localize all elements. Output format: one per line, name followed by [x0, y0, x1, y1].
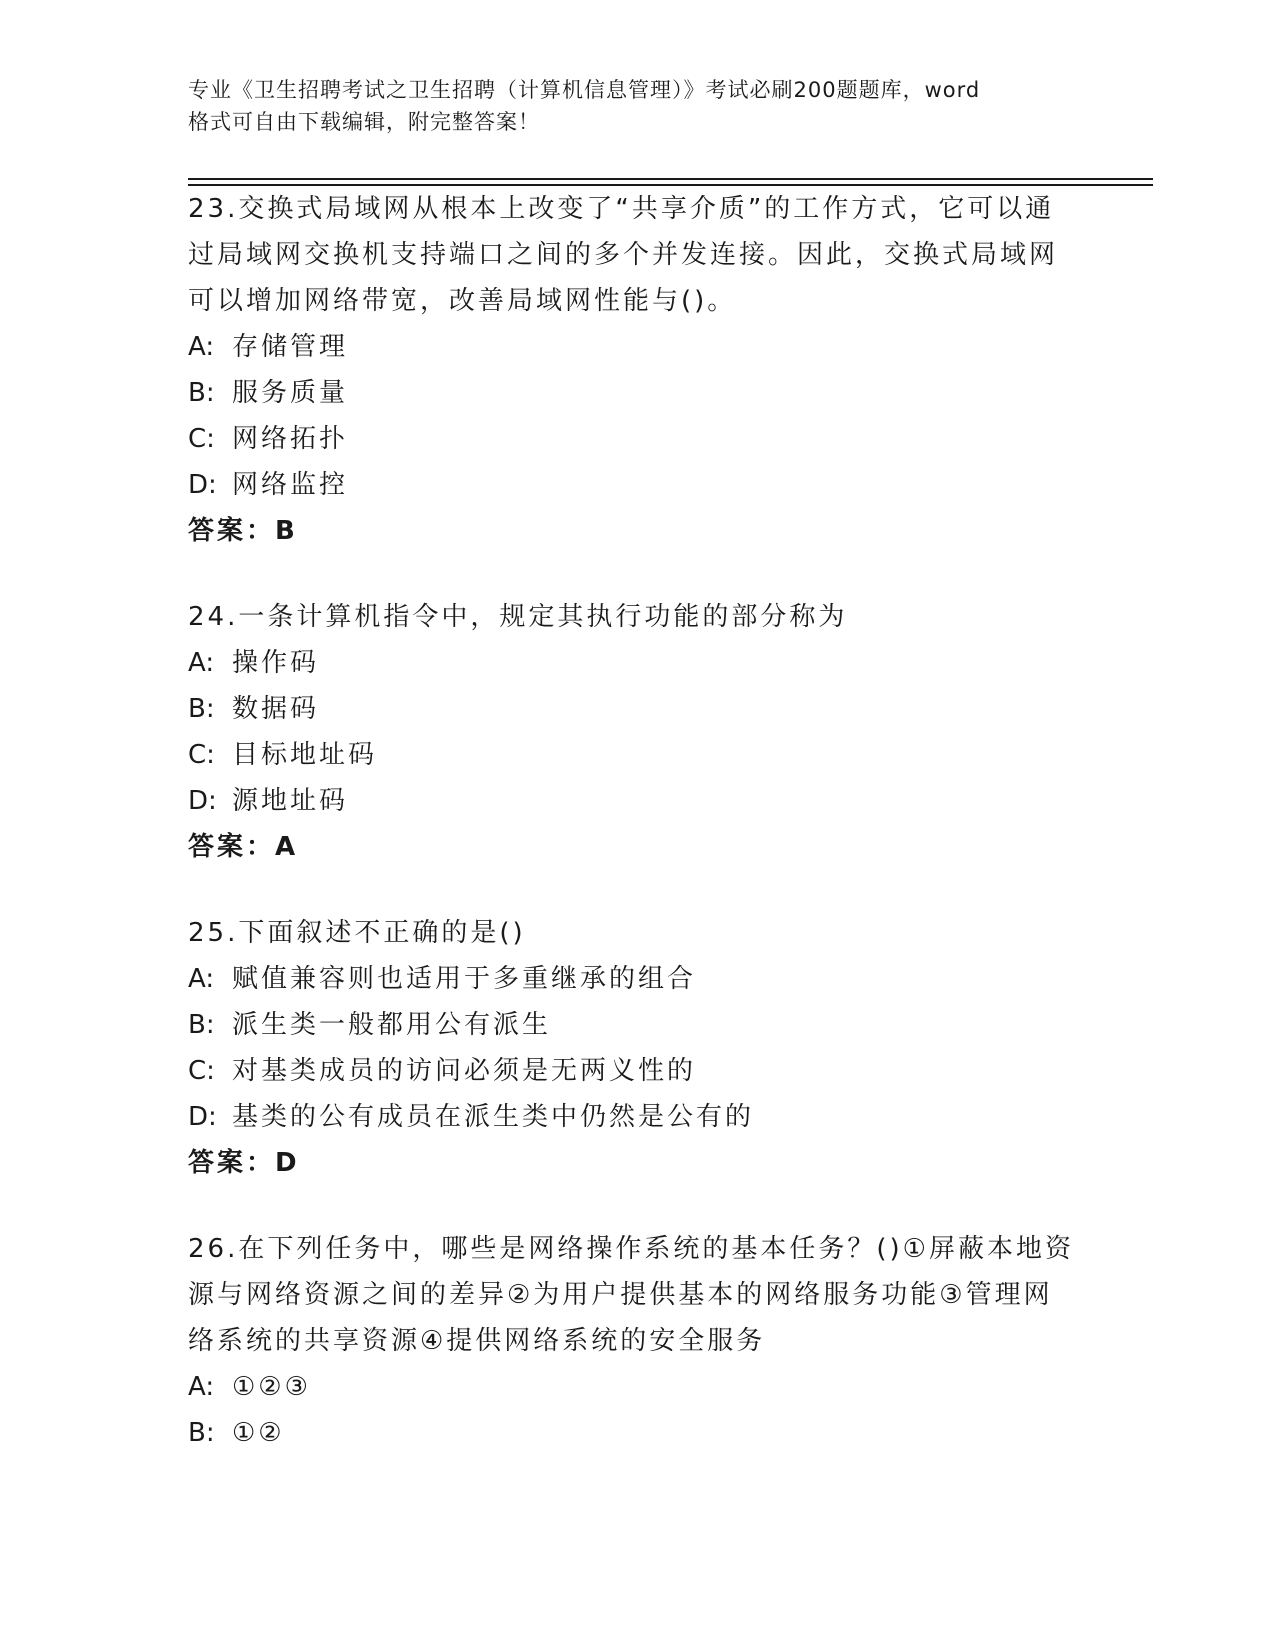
option-text: 源地址码 — [232, 786, 349, 816]
header-divider-top — [188, 178, 1153, 180]
option-text: 派生类一般都用公有派生 — [232, 1010, 552, 1040]
option-letter: C: — [188, 424, 215, 454]
option-letter: B: — [188, 378, 215, 408]
option-b — [188, 686, 1088, 732]
option-c — [188, 732, 1088, 778]
option-a — [188, 324, 1088, 370]
option-letter: A: — [188, 648, 215, 678]
answer-label: 答案：D — [188, 1148, 300, 1178]
option-letter: D: — [188, 470, 217, 500]
option-letter: A: — [188, 332, 215, 362]
question-23 — [188, 186, 1088, 554]
option-text: ①②③ — [232, 1372, 311, 1402]
option-letter: C: — [188, 740, 215, 770]
answer-label: 答案：A — [188, 832, 299, 862]
question-stem-line: 25.下面叙述不正确的是() — [188, 918, 526, 948]
option-a — [188, 956, 1088, 1002]
option-text: 数据码 — [232, 694, 320, 724]
option-letter: B: — [188, 1418, 215, 1448]
question-stem-line: 24.一条计算机指令中，规定其执行功能的部分称为 — [188, 602, 848, 632]
option-b — [188, 1410, 1088, 1456]
option-a — [188, 1364, 1088, 1410]
option-text: 网络拓扑 — [232, 424, 349, 454]
question-stem-line: 源与网络资源之间的差异②为用户提供基本的网络服务功能③管理网 — [188, 1280, 1053, 1310]
option-letter: C: — [188, 1056, 215, 1086]
option-c — [188, 1048, 1088, 1094]
answer-label: 答案：B — [188, 516, 298, 546]
question-26 — [188, 1226, 1088, 1456]
option-b — [188, 370, 1088, 416]
header-line-1: 专业《卫生招聘考试之卫生招聘（计算机信息管理）》考试必刷200题题库，word — [188, 78, 981, 102]
option-d — [188, 1094, 1088, 1140]
option-d — [188, 778, 1088, 824]
option-letter: D: — [188, 786, 217, 816]
question-stem-line: 过局域网交换机支持端口之间的多个并发连接。因此，交换式局域网 — [188, 240, 1059, 270]
option-text: 目标地址码 — [232, 740, 378, 770]
question-stem-line: 络系统的共享资源④提供网络系统的安全服务 — [188, 1326, 766, 1356]
option-text: 网络监控 — [232, 470, 349, 500]
document-header — [188, 74, 1088, 138]
option-letter: A: — [188, 1372, 215, 1402]
question-stem-line: 可以增加网络带宽，改善局域网性能与()。 — [188, 286, 737, 316]
option-text: 存储管理 — [232, 332, 349, 362]
question-stem-line: 26.在下列任务中，哪些是网络操作系统的基本任务？()①屏蔽本地资 — [188, 1234, 1074, 1264]
option-b — [188, 1002, 1088, 1048]
option-text: 基类的公有成员在派生类中仍然是公有的 — [232, 1102, 755, 1132]
option-letter: B: — [188, 694, 215, 724]
option-text: 服务质量 — [232, 378, 349, 408]
option-text: 操作码 — [232, 648, 320, 678]
header-line-2: 格式可自由下载编辑，附完整答案！ — [188, 110, 540, 134]
option-letter: A: — [188, 964, 215, 994]
option-text: ①② — [232, 1418, 285, 1448]
question-stem-line: 23.交换式局域网从根本上改变了“共享介质”的工作方式，它可以通 — [188, 194, 1055, 224]
option-text: 对基类成员的访问必须是无两义性的 — [232, 1056, 697, 1086]
option-text: 赋值兼容则也适用于多重继承的组合 — [232, 964, 697, 994]
question-24 — [188, 594, 1088, 870]
option-d — [188, 462, 1088, 508]
option-letter: B: — [188, 1010, 215, 1040]
question-25 — [188, 910, 1088, 1186]
option-c — [188, 416, 1088, 462]
option-letter: D: — [188, 1102, 217, 1132]
option-a — [188, 640, 1088, 686]
